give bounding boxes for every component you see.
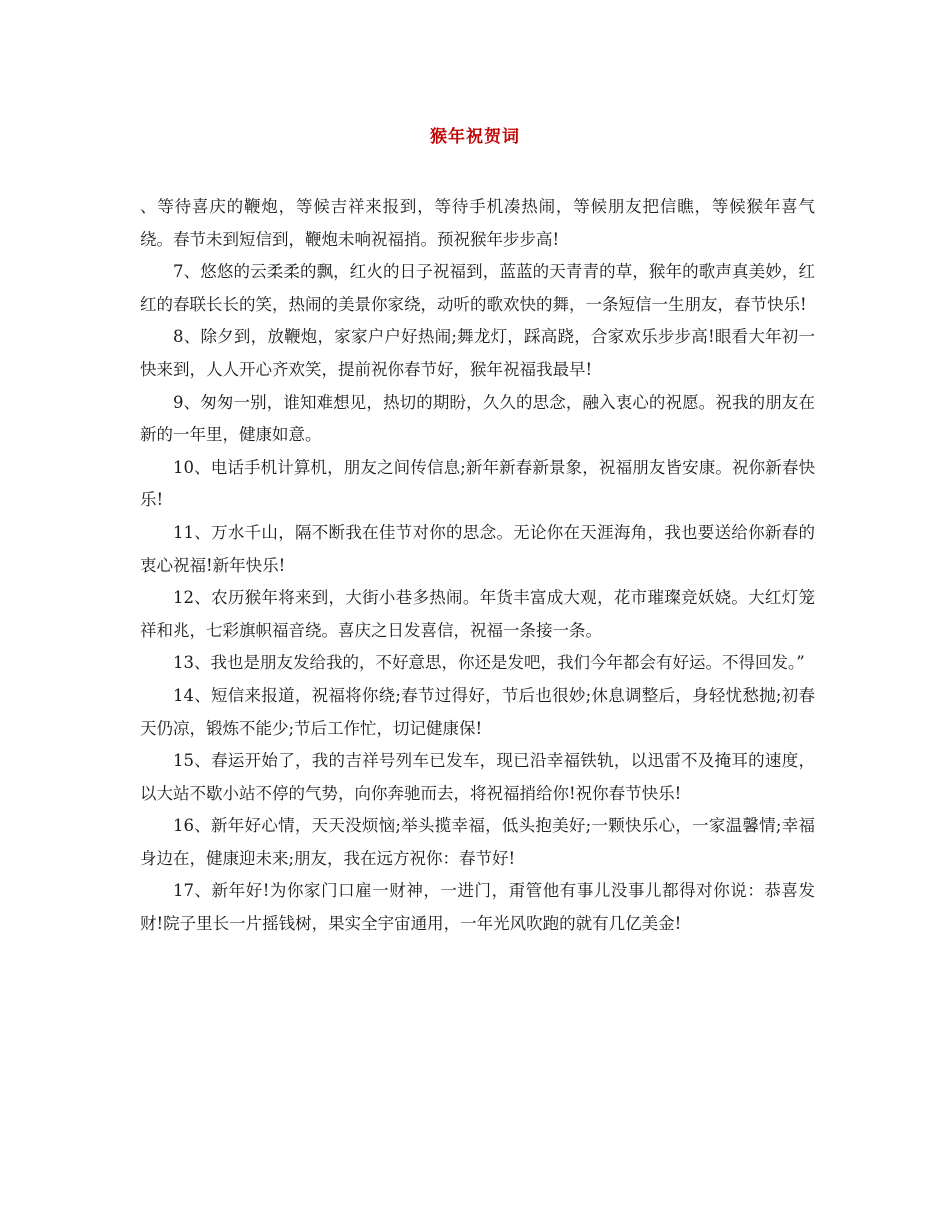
paragraph-8: 8、除夕到，放鞭炮，家家户户好热闹;舞龙灯，踩高跷，合家欢乐步步高!眼看大年初一快来到，人人开心齐欢笑，提前祝你春节好，猴年祝福我最早!	[140, 327, 815, 379]
paragraph-16: 16、新年好心情，天天没烦恼;举头揽幸福，低头抱美好;一颗快乐心，一家温馨情;幸福身边在，健康迎未来;朋友，我在远方祝你：春节好!	[140, 816, 815, 868]
paragraph-continued: 、等待喜庆的鞭炮，等候吉祥来报到，等待手机凑热闹，等候朋友把信瞧，等候猴年喜气绕。春节未到短信到，鞭炮未响祝福捎。预祝猴年步步高!	[140, 197, 815, 249]
paragraph-15: 15、春运开始了，我的吉祥号列车已发车，现已沿幸福铁轨，以迅雷不及掩耳的速度，以大站不歇小站不停的气势，向你奔驰而去，将祝福捎给你!祝你春节快乐!	[140, 751, 815, 803]
document-body	[140, 191, 815, 941]
paragraph-14: 14、短信来报道，祝福将你绕;春节过得好，节后也很妙;休息调整后，身轻忧愁抛;初春天仍凉，锻炼不能少;节后工作忙，切记健康保!	[140, 685, 815, 738]
paragraph-10: 10、电话手机计算机，朋友之间传信息;新年新春新景象，祝福朋友皆安康。祝你新春快乐!	[140, 457, 815, 510]
paragraph-13: 13、我也是朋友发给我的，不好意思，你还是发吧，我们今年都会有好运。不得回发。”	[173, 653, 805, 673]
page-title: 猴年祝贺词	[430, 127, 520, 147]
paragraph-12: 12、农历猴年将来到，大街小巷多热闹。年货丰富成大观，花市璀璨竞妖娆。大红灯笼祥和兆，七彩旗帜福音绕。喜庆之日发喜信，祝福一条接一条。	[140, 588, 815, 640]
paragraph-7: 7、悠悠的云柔柔的飘，红火的日子祝福到，蓝蓝的天青青的草，猴年的歌声真美妙，红红的春联长长的笑，热闹的美景你家绕，动听的歌欢快的舞，一条短信一生朋友，春节快乐!	[140, 262, 815, 314]
paragraph-11: 11、万水千山，隔不断我在佳节对你的思念。无论你在天涯海角，我也要送给你新春的衷心祝福!新年快乐!	[140, 522, 815, 575]
paragraph-9: 9、匆匆一别，谁知难想见，热切的期盼，久久的思念，融入衷心的祝愿。祝我的朋友在新的一年里，健康如意。	[140, 392, 815, 445]
paragraph-17: 17、新年好!为你家门口雇一财神，一进门，甭管他有事儿没事儿都得对你说：恭喜发财!院子里长一片摇钱树，果实全宇宙通用，一年光风吹跑的就有几亿美金!	[140, 881, 815, 934]
